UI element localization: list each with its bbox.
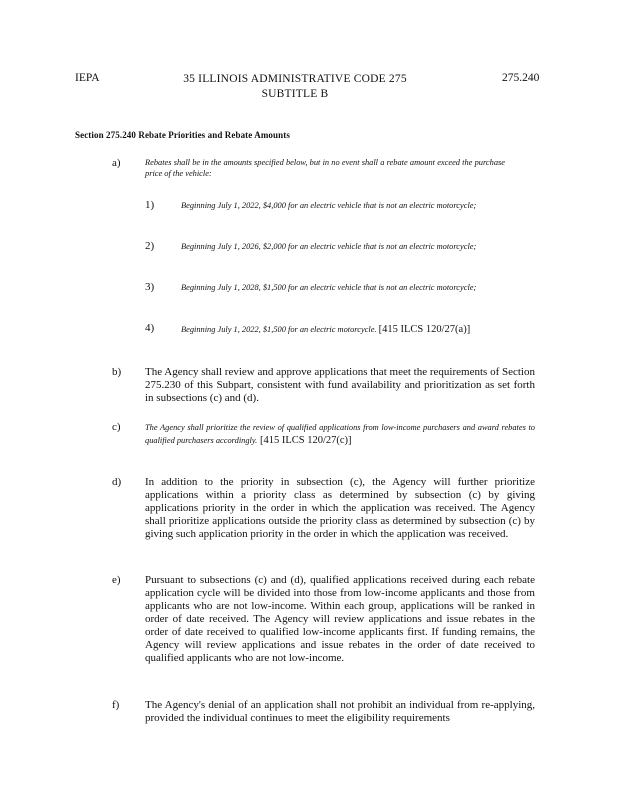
header-agency: IEPA	[75, 72, 100, 84]
subitem-text	[181, 323, 511, 336]
subitem-4-body: Beginning July 1, 2022, $1,500 for an electric motorcycle.	[181, 325, 377, 334]
item-text	[145, 421, 535, 447]
item-label: a)	[112, 157, 121, 169]
header-page-number: 275.240	[502, 72, 540, 84]
subitem-text: Beginning July 1, 2028, $1,500 for an electric vehicle that is not an electric motorcycle;	[181, 283, 477, 292]
subitem-label: 4)	[145, 322, 155, 334]
item-text: In addition to the priority in subsection (c), the Agency will further prioritize applications within a priority class as determined by subsection (c) by giving applications priority in the order in which the application was received. The Agency shall prioritize applications outside the priority class as determined by subsection (c) by giving such application priority in the order in which the application was received.	[145, 476, 535, 540]
item-label: f)	[112, 699, 120, 711]
item-a	[112, 157, 532, 197]
subitem-text: Beginning July 1, 2022, $4,000 for an electric vehicle that is not an electric motorcycle;	[181, 201, 477, 210]
header-code	[160, 72, 430, 102]
subitem-1	[145, 200, 525, 226]
item-e	[112, 574, 537, 686]
item-text: The Agency shall review and approve applications that meet the requirements of Section 275.230 of this Subpart, consistent with fund availability and prioritization as set forth in subsections (c) and (d).	[145, 366, 535, 404]
item-label: d)	[112, 476, 122, 488]
subitem-2	[145, 241, 525, 267]
item-b	[112, 366, 537, 408]
item-text: Rebates shall be in the amounts specified below, but in no event shall a rebate amount exceed the purchase price of the vehicle:	[145, 158, 505, 178]
item-label: e)	[112, 574, 121, 586]
citation: [415 ILCS 120/27(a)]	[378, 324, 471, 335]
item-text: Pursuant to subsections (c) and (d), qualified applications received during each rebate application cycle will be divided into those from low-income applicants and those from applicants who are not low-income. Within each group, applications will be ranked in order of date received. The Agency will review applications and issue rebates in the order of date received to qualified low-income applicants first. If funding remains, the Agency will review applications and issue rebates in the order of date received to qualified applicants who are not low-income.	[145, 574, 535, 664]
item-label: c)	[112, 421, 121, 433]
item-text: The Agency's denial of an application shall not prohibit an individual from re-applying, provided the individual continues to meet the eligibility requirements	[145, 699, 535, 724]
item-label: b)	[112, 366, 122, 378]
item-d	[112, 476, 537, 560]
item-c	[112, 421, 537, 461]
header-code-line1: 35 ILLINOIS ADMINISTRATIVE CODE 275	[183, 73, 407, 85]
item-f	[112, 699, 537, 727]
section-title: Section 275.240 Rebate Priorities and Rebate Amounts	[75, 130, 290, 140]
item-c-body: The Agency shall prioritize the review of qualified applications from low-income purchasers and award rebates to qualified purchasers accordingly.	[145, 423, 535, 445]
subitem-label: 3)	[145, 281, 155, 293]
subitem-4	[145, 323, 535, 351]
subitem-label: 1)	[145, 199, 155, 211]
header-code-line2: SUBTITLE B	[261, 88, 329, 100]
subitem-3	[145, 282, 525, 308]
subitem-label: 2)	[145, 240, 155, 252]
citation: [415 ILCS 120/27(c)]	[259, 435, 352, 446]
subitem-text: Beginning July 1, 2026, $2,000 for an electric vehicle that is not an electric motorcycle;	[181, 242, 477, 251]
